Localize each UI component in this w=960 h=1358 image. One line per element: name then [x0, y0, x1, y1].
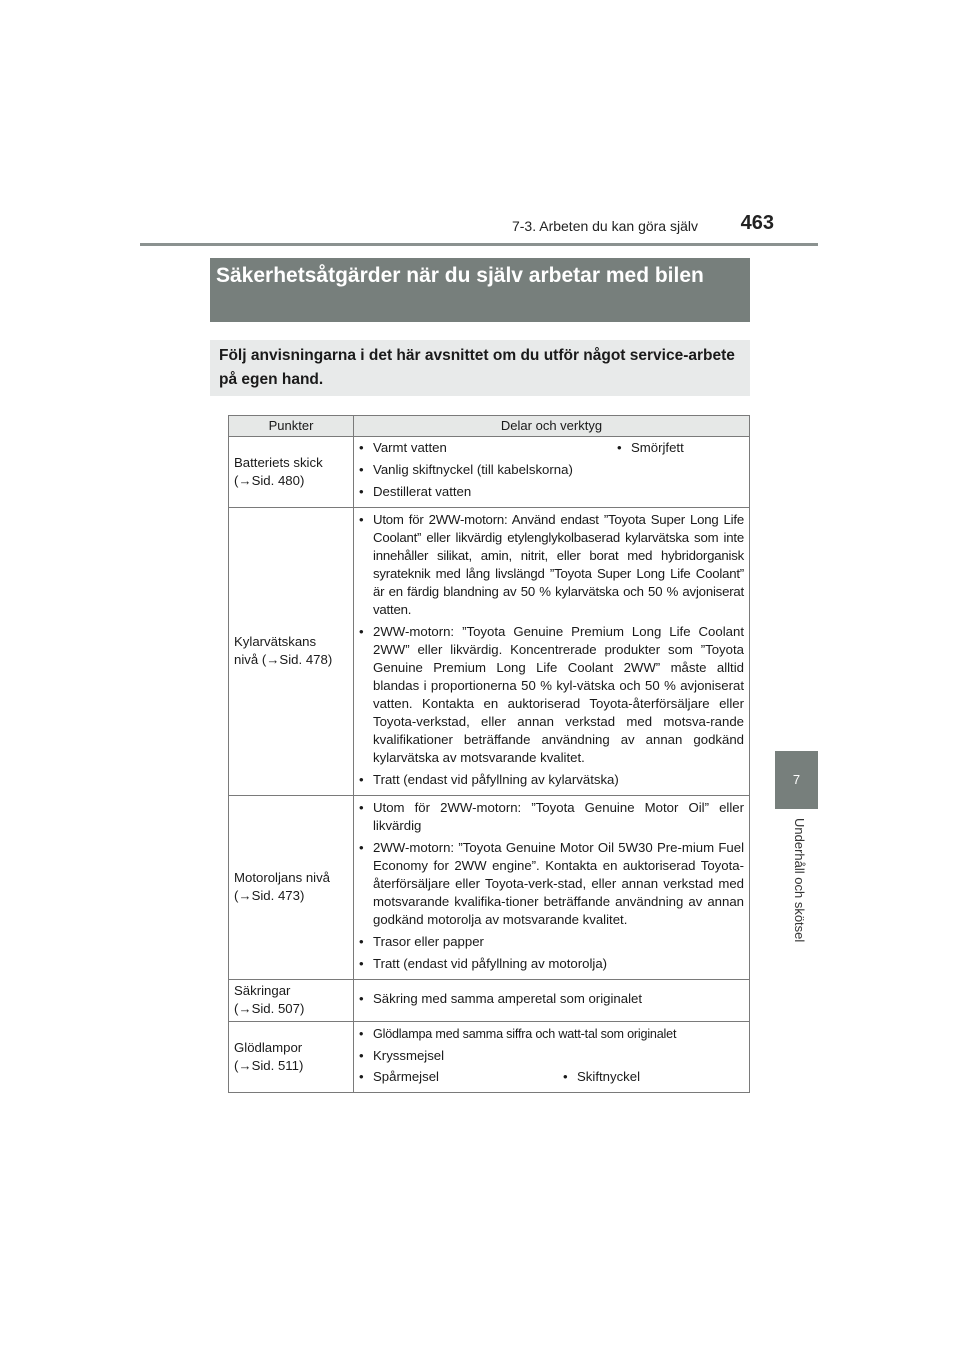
item-name: Motoroljans nivå: [234, 870, 331, 885]
page-reference: (→Sid. 511): [234, 1057, 304, 1073]
list-item: • Skiftnyckel: [563, 1069, 641, 1084]
list-item: • Smörjfett: [617, 440, 684, 455]
intro-note: Följ anvisningarna i det här avsnittet om du utför något service-arbete på egen hand.: [210, 340, 750, 396]
table-header-row: [229, 416, 750, 437]
item-name: Kylarvätskans: [234, 634, 317, 649]
item-name: Säkringar: [234, 983, 291, 998]
list-item: • Tratt (endast vid påfyllning av motorolja): [359, 956, 608, 971]
table-row: [229, 508, 750, 796]
item-cell: [229, 796, 354, 980]
page-reference: (→Sid. 507): [234, 1001, 305, 1016]
list-item: • Tratt (endast vid påfyllning av kylarvätska): [359, 772, 619, 787]
list-item: • 2WW-motorn: ”Toyota Genuine Motor Oil 5W30 Pre-mium Fuel Economy for 2WW engine”. Kontakta en auktoriserad Toyota-återförsäljare eller Toyota-verk-stad, eller annan verkstad med motsvarande kvalifika-tioner beträffande användning av annan godkänd motorolja av motsvarande kvalitet.: [359, 840, 744, 927]
list-item: • Vanlig skiftnyckel (till kabelskorna): [359, 462, 573, 477]
list-item: • Kryssmejsel: [359, 1048, 445, 1063]
table-row: [229, 1022, 750, 1093]
tools-cell: [354, 1022, 750, 1093]
chapter-label: Underhåll och skötsel: [792, 818, 807, 943]
tools-cell: [354, 980, 750, 1022]
tools-cell: [354, 508, 750, 796]
section-heading: 7-3. Arbeten du kan göra själv: [511, 218, 698, 234]
tools-cell: [354, 437, 750, 508]
page-title: Säkerhetsåtgärder när du själv arbetar med bilen: [210, 258, 750, 322]
column-header-items: Punkter: [229, 416, 354, 437]
page-reference: nivå (→Sid. 478): [234, 652, 333, 667]
table-row: [229, 796, 750, 980]
tool-pair: [359, 1068, 744, 1089]
header-rule: [140, 243, 818, 246]
list-item: • 2WW-motorn: ”Toyota Genuine Premium Long Life Coolant 2WW” eller likvärdig. Koncentrerade produkter som ”Toyota Genuine Premium Long Life Coolant 2WW” måste alltid blandas i proportionerna 50 % kyl-vätska och 50 % avjoniserat vatten. Kontakta en auktoriserad Toyota-återförsäljare eller Toyota-verkstad, eller annan verkstad med motsva-rande kvalifikationer beträffande användning av annan godkänd kylarvätska av motsvarande kvalitet.: [359, 624, 744, 765]
tool-pair: [359, 439, 744, 460]
item-cell: [229, 437, 354, 508]
table-row: [229, 980, 750, 1022]
list-item: • Utom för 2WW-motorn: ”Toyota Genuine Motor Oil” eller likvärdig: [359, 800, 744, 833]
item-cell: [229, 980, 354, 1022]
page-number: 463: [740, 212, 774, 234]
item-cell: [229, 1022, 354, 1093]
column-header-tools: Delar och verktyg: [354, 416, 750, 437]
list-item: • Utom för 2WW-motorn: Använd endast ”Toyota Super Long Life Coolant” eller likvärdig etylenglykolbaserad kylarvätska som inte innehåller silikat, amin, nitrit, eller borat med hybridorganisk syrateknik med lång livslängd ”Toyota Super Long Life Coolant” är en färdig blandning av 50 % kylarvätska och 50 % avjoniserat vatten.: [359, 512, 744, 617]
list-item: • Destillerat vatten: [359, 484, 472, 499]
list-item: • Trasor eller papper: [359, 934, 484, 949]
page-reference: (→Sid. 480): [234, 472, 305, 488]
list-item: • Varmt vatten: [359, 440, 447, 455]
item-cell: [229, 508, 354, 796]
item-name: Batteriets skick: [234, 454, 323, 470]
list-item: • Säkring med samma amperetal som originalet: [359, 991, 642, 1006]
table-row: [229, 437, 750, 508]
tools-cell: [354, 796, 750, 980]
item-name: Glödlampor: [234, 1039, 303, 1055]
list-item: • Spårmejsel: [359, 1069, 439, 1084]
tools-table: [228, 415, 750, 1093]
page-reference: (→Sid. 473): [234, 888, 305, 903]
list-item: • Glödlampa med samma siffra och watt-tal som originalet: [359, 1027, 677, 1041]
chapter-tab[interactable]: 7: [775, 751, 818, 809]
